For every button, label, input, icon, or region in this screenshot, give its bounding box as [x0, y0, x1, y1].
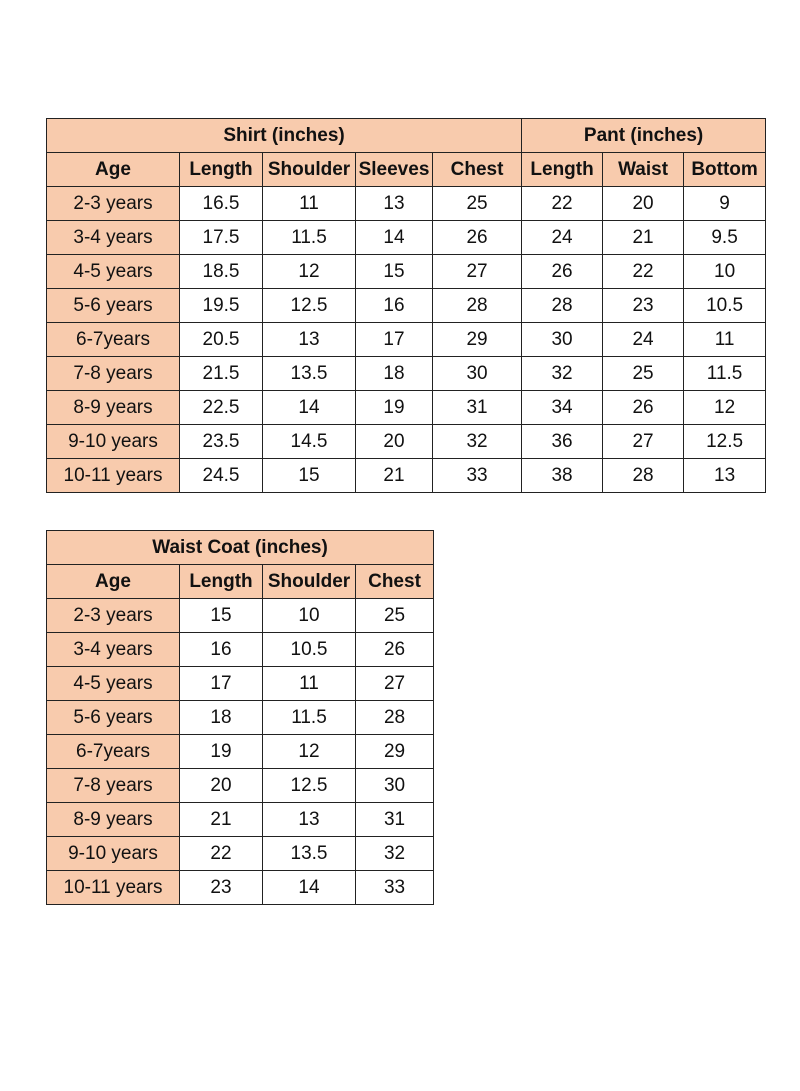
waistcoat-column-header-row [47, 565, 434, 599]
main-table-row [47, 357, 766, 391]
waistcoat-chest-cell: 26 [356, 633, 434, 667]
main-sleeves-cell: 16 [356, 289, 433, 323]
waistcoat-age-cell: 3-4 years [47, 633, 180, 667]
waistcoat-table-body [47, 599, 434, 905]
waistcoat-shoulder-cell: 10.5 [263, 633, 356, 667]
pant-group-header: Pant (inches) [522, 119, 766, 153]
main-col-header-length: Length [522, 153, 603, 187]
main-chest-cell: 27 [433, 255, 522, 289]
waistcoat-age-cell: 10-11 years [47, 871, 180, 905]
main-shoulder-cell: 13.5 [263, 357, 356, 391]
main-col-header-bottom: Bottom [684, 153, 766, 187]
waistcoat-length-cell: 23 [180, 871, 263, 905]
waistcoat-chest-cell: 27 [356, 667, 434, 701]
main-shoulder-cell: 15 [263, 459, 356, 493]
main-waist-cell: 20 [603, 187, 684, 221]
main-sleeves-cell: 18 [356, 357, 433, 391]
waistcoat-age-cell: 6-7years [47, 735, 180, 769]
waistcoat-table-row [47, 599, 434, 633]
main-sleeves-cell: 15 [356, 255, 433, 289]
main-sleeves-cell: 17 [356, 323, 433, 357]
main-age-cell: 9-10 years [47, 425, 180, 459]
main-age-cell: 5-6 years [47, 289, 180, 323]
main-length-cell: 18.5 [180, 255, 263, 289]
waistcoat-chest-cell: 25 [356, 599, 434, 633]
main-age-cell: 3-4 years [47, 221, 180, 255]
waistcoat-chest-cell: 28 [356, 701, 434, 735]
main-table-body [47, 187, 766, 493]
main-length-cell: 30 [522, 323, 603, 357]
main-table-row [47, 289, 766, 323]
waistcoat-age-cell: 8-9 years [47, 803, 180, 837]
main-table-row [47, 459, 766, 493]
main-length-cell: 28 [522, 289, 603, 323]
waistcoat-chest-cell: 33 [356, 871, 434, 905]
main-length-cell: 22 [522, 187, 603, 221]
waistcoat-age-cell: 4-5 years [47, 667, 180, 701]
main-length-cell: 32 [522, 357, 603, 391]
main-bottom-cell: 10 [684, 255, 766, 289]
main-length-cell: 36 [522, 425, 603, 459]
main-age-cell: 2-3 years [47, 187, 180, 221]
waistcoat-age-cell: 2-3 years [47, 599, 180, 633]
main-length-cell: 24 [522, 221, 603, 255]
waistcoat-length-cell: 18 [180, 701, 263, 735]
waistcoat-length-cell: 21 [180, 803, 263, 837]
waistcoat-col-header-length: Length [180, 565, 263, 599]
main-table-row [47, 425, 766, 459]
main-chest-cell: 30 [433, 357, 522, 391]
waistcoat-shoulder-cell: 13 [263, 803, 356, 837]
waistcoat-shoulder-cell: 12 [263, 735, 356, 769]
waistcoat-chest-cell: 29 [356, 735, 434, 769]
waistcoat-age-cell: 5-6 years [47, 701, 180, 735]
main-length-cell: 16.5 [180, 187, 263, 221]
waistcoat-chest-cell: 32 [356, 837, 434, 871]
waistcoat-shoulder-cell: 12.5 [263, 769, 356, 803]
main-shoulder-cell: 11 [263, 187, 356, 221]
main-waist-cell: 24 [603, 323, 684, 357]
waistcoat-table-row [47, 633, 434, 667]
waistcoat-title-row [47, 531, 434, 565]
main-age-cell: 6-7years [47, 323, 180, 357]
main-table-row [47, 391, 766, 425]
main-chest-cell: 29 [433, 323, 522, 357]
main-length-cell: 26 [522, 255, 603, 289]
waistcoat-size-table [46, 530, 434, 905]
main-length-cell: 17.5 [180, 221, 263, 255]
main-chest-cell: 26 [433, 221, 522, 255]
main-bottom-cell: 13 [684, 459, 766, 493]
main-chest-cell: 33 [433, 459, 522, 493]
main-sleeves-cell: 14 [356, 221, 433, 255]
main-col-header-sleeves: Sleeves [356, 153, 433, 187]
main-waist-cell: 25 [603, 357, 684, 391]
main-waist-cell: 22 [603, 255, 684, 289]
main-table-row [47, 221, 766, 255]
main-table-row [47, 255, 766, 289]
main-bottom-cell: 11 [684, 323, 766, 357]
main-bottom-cell: 12.5 [684, 425, 766, 459]
main-length-cell: 20.5 [180, 323, 263, 357]
waistcoat-table-row [47, 803, 434, 837]
main-bottom-cell: 12 [684, 391, 766, 425]
waistcoat-age-cell: 7-8 years [47, 769, 180, 803]
main-waist-cell: 23 [603, 289, 684, 323]
waistcoat-shoulder-cell: 11 [263, 667, 356, 701]
waistcoat-col-header-age: Age [47, 565, 180, 599]
waistcoat-chest-cell: 30 [356, 769, 434, 803]
main-age-cell: 8-9 years [47, 391, 180, 425]
group-header-row [47, 119, 766, 153]
main-shoulder-cell: 11.5 [263, 221, 356, 255]
waistcoat-table-head [47, 531, 434, 599]
waistcoat-shoulder-cell: 10 [263, 599, 356, 633]
waistcoat-length-cell: 17 [180, 667, 263, 701]
waistcoat-col-header-shoulder: Shoulder [263, 565, 356, 599]
waistcoat-age-cell: 9-10 years [47, 837, 180, 871]
main-sleeves-cell: 19 [356, 391, 433, 425]
main-sleeves-cell: 21 [356, 459, 433, 493]
waistcoat-shoulder-cell: 11.5 [263, 701, 356, 735]
main-waist-cell: 26 [603, 391, 684, 425]
main-waist-cell: 27 [603, 425, 684, 459]
main-shoulder-cell: 14.5 [263, 425, 356, 459]
waistcoat-table-row [47, 735, 434, 769]
waistcoat-length-cell: 22 [180, 837, 263, 871]
main-col-header-waist: Waist [603, 153, 684, 187]
waistcoat-shoulder-cell: 13.5 [263, 837, 356, 871]
main-table-row [47, 187, 766, 221]
waistcoat-table-row [47, 837, 434, 871]
waistcoat-table-row [47, 871, 434, 905]
main-chest-cell: 32 [433, 425, 522, 459]
main-table-head [47, 119, 766, 187]
main-age-cell: 10-11 years [47, 459, 180, 493]
waistcoat-table-row [47, 667, 434, 701]
waistcoat-length-cell: 16 [180, 633, 263, 667]
main-age-cell: 4-5 years [47, 255, 180, 289]
main-col-header-shoulder: Shoulder [263, 153, 356, 187]
main-length-cell: 19.5 [180, 289, 263, 323]
column-header-row [47, 153, 766, 187]
waistcoat-table-row [47, 769, 434, 803]
main-waist-cell: 28 [603, 459, 684, 493]
main-waist-cell: 21 [603, 221, 684, 255]
main-sleeves-cell: 20 [356, 425, 433, 459]
waistcoat-length-cell: 20 [180, 769, 263, 803]
main-col-header-length: Length [180, 153, 263, 187]
main-col-header-chest: Chest [433, 153, 522, 187]
main-bottom-cell: 9 [684, 187, 766, 221]
main-shoulder-cell: 14 [263, 391, 356, 425]
shirt-pant-size-table [46, 118, 766, 493]
main-bottom-cell: 10.5 [684, 289, 766, 323]
main-bottom-cell: 11.5 [684, 357, 766, 391]
waistcoat-table-title: Waist Coat (inches) [47, 531, 434, 565]
main-col-header-age: Age [47, 153, 180, 187]
main-length-cell: 34 [522, 391, 603, 425]
main-length-cell: 22.5 [180, 391, 263, 425]
waistcoat-table-row [47, 701, 434, 735]
waistcoat-shoulder-cell: 14 [263, 871, 356, 905]
main-shoulder-cell: 12 [263, 255, 356, 289]
main-shoulder-cell: 13 [263, 323, 356, 357]
main-chest-cell: 28 [433, 289, 522, 323]
waistcoat-length-cell: 19 [180, 735, 263, 769]
main-bottom-cell: 9.5 [684, 221, 766, 255]
main-length-cell: 21.5 [180, 357, 263, 391]
main-length-cell: 38 [522, 459, 603, 493]
main-chest-cell: 25 [433, 187, 522, 221]
waistcoat-col-header-chest: Chest [356, 565, 434, 599]
main-age-cell: 7-8 years [47, 357, 180, 391]
main-length-cell: 23.5 [180, 425, 263, 459]
main-length-cell: 24.5 [180, 459, 263, 493]
waistcoat-chest-cell: 31 [356, 803, 434, 837]
main-table-row [47, 323, 766, 357]
main-chest-cell: 31 [433, 391, 522, 425]
main-shoulder-cell: 12.5 [263, 289, 356, 323]
shirt-group-header: Shirt (inches) [47, 119, 522, 153]
main-sleeves-cell: 13 [356, 187, 433, 221]
waistcoat-length-cell: 15 [180, 599, 263, 633]
